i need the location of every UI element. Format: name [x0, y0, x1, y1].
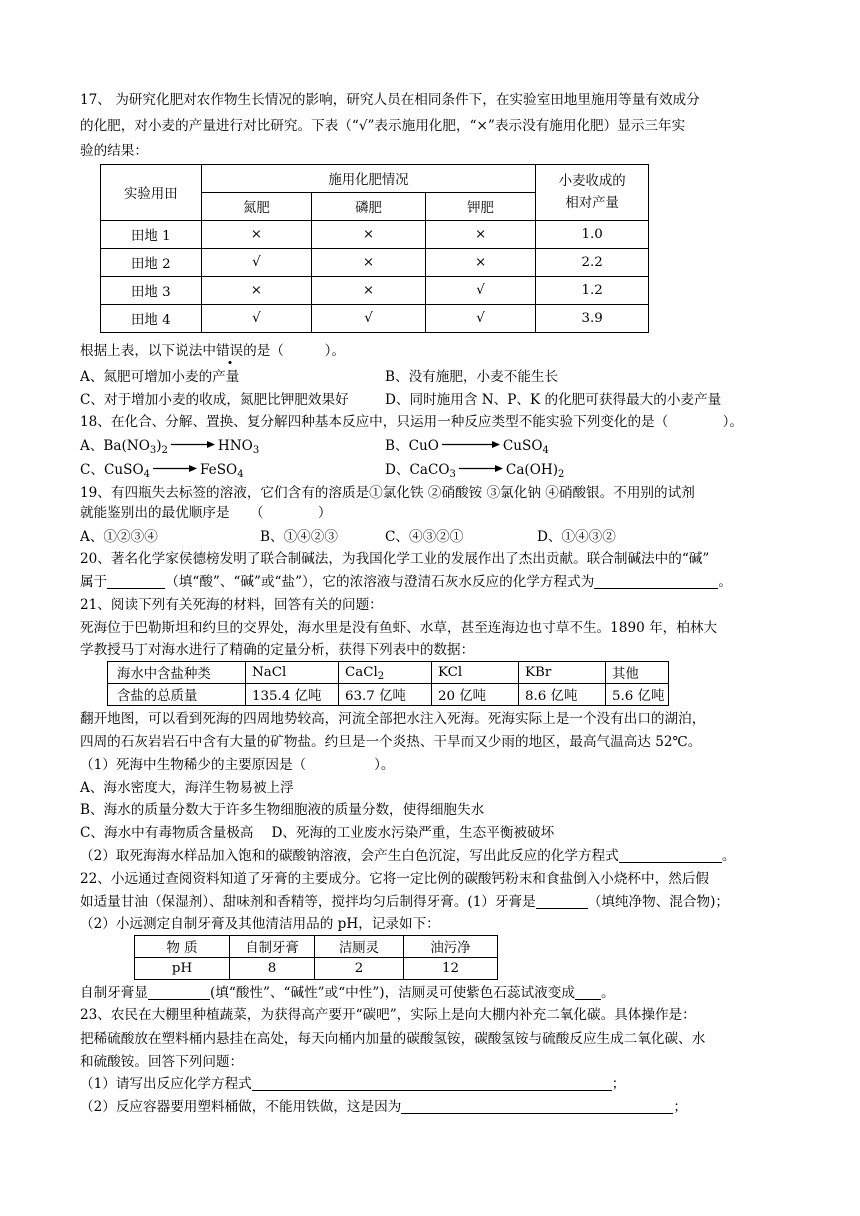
- q17-stem-emphasis: 错误: [215, 343, 244, 359]
- q23-line2: 把稀硫酸放在塑料桶内悬挂在高处，每天向桶内加量的碳酸氢铵，碳酸氢铵与硫酸反应生成二氧化碳、水: [80, 1031, 706, 1047]
- header-kcl: KCl: [432, 662, 519, 684]
- cell-yield: 2.2: [536, 249, 649, 277]
- header-yield: [536, 165, 649, 221]
- answer-blank[interactable]: [594, 575, 718, 589]
- q19-line1: 19、有四瓶失去标签的溶液，它们含有的溶质是①氯化铁 ②硝酸铵 ③氯化钠 ④硝酸银。不用别的试剂: [80, 485, 695, 501]
- cell-yield: 3.9: [536, 305, 649, 333]
- cell-value: 135.4 亿吨: [246, 684, 339, 706]
- q21-option-c-d: C、海水中有毒物质含量极高 D、死海的工业废水污染严重，生态平衡被破坏: [80, 825, 555, 841]
- reaction-arrow-icon: [153, 464, 197, 473]
- q17-option-c: C、对于增加小麦的收成，氮肥比钾肥效果好: [80, 392, 349, 408]
- cell-nitrogen: √: [201, 249, 312, 277]
- cell-value: 8.6 亿吨: [519, 684, 606, 706]
- dead-sea-salt-table: [107, 661, 669, 706]
- answer-blank[interactable]: [107, 575, 165, 589]
- cell-phosphorus: ×: [312, 277, 426, 305]
- cell-nitrogen: √: [201, 305, 312, 333]
- subheader-nitrogen: 氮肥: [201, 193, 312, 221]
- q17-option-d: D、同时施用含 N、P、K 的化肥可获得最大的小麦产量: [385, 392, 722, 408]
- cell-nitrogen: ×: [201, 277, 312, 305]
- cell-potassium: ×: [425, 221, 536, 249]
- answer-blank[interactable]: [401, 1100, 673, 1114]
- header-yield-line2: 相对产量: [565, 195, 619, 211]
- cell-yield: 1.2: [536, 277, 649, 305]
- q21-line4: 翻开地图，可以看到死海的四周地势较高，河流全部把水注入死海。死海实际上是一个没有出口的湖泊，: [80, 711, 706, 727]
- q19-option-b: B、①④②③: [260, 529, 338, 545]
- reaction-arrow-icon: [442, 440, 500, 449]
- q21-sub2: （2）取死海海水样品加入饱和的碳酸钠溶液，会产生白色沉淀，写出此反应的化学方程式 。: [80, 848, 736, 864]
- cell-field: 田地 1: [101, 221, 202, 249]
- q17-line1: 17、 为研究化肥对农作物生长情况的影响，研究人员在相同条件下，在实验室田地里施用等量有效成分: [80, 92, 700, 108]
- cell-ph-value: 2: [315, 958, 404, 980]
- header-fertilizer: 施用化肥情况: [201, 165, 536, 193]
- answer-blank[interactable]: [148, 986, 210, 1000]
- q21-line1: 21、阅读下列有关死海的材料，回答有关的问题：: [80, 597, 383, 613]
- header-field: 实验用田: [101, 165, 202, 221]
- cell-potassium: ×: [425, 249, 536, 277]
- reaction-arrow-icon: [459, 464, 503, 473]
- q21-line3: 学教授马丁对海水进行了精确的定量分析，获得下列表中的数据：: [80, 642, 475, 658]
- header-substance: 物 质: [135, 936, 230, 958]
- q22-line1: 22、小远通过查阅资料知道了牙膏的主要成分。它将一定比例的碳酸钙粉末和食盐倒入小烧杯中，然后假: [80, 871, 710, 887]
- cell-phosphorus: ×: [312, 249, 426, 277]
- header-other: 其他: [606, 662, 669, 684]
- q19-option-d: D、①④③②: [537, 529, 616, 545]
- q17-option-b: B、没有施肥，小麦不能生长: [385, 369, 559, 385]
- q19-option-c: C、④③②①: [385, 529, 464, 545]
- cell-phosphorus: ×: [312, 221, 426, 249]
- cell-value: 20 亿吨: [432, 684, 519, 706]
- q17-stem-a: 根据上表，以下说法中: [80, 343, 216, 359]
- q21-line2: 死海位于巴勒斯坦和约旦的交界处，海水里是没有鱼虾、水草，甚至连海边也寸草不生。1890 年，柏林大: [80, 620, 718, 636]
- answer-blank[interactable]: [575, 986, 601, 1000]
- cell-phosphorus: √: [312, 305, 426, 333]
- q18-option-b: B、CuO CuSO$_4$: [385, 438, 549, 456]
- q23-line1: 23、农民在大棚里种植蔬菜，为获得高产要开“碳吧”，实际上是向大棚内补充二氧化碳。具体操作是：: [80, 1007, 696, 1023]
- q22-line2: 如适量甘油（保湿剂）、甜味剂和香精等，搅拌均匀后制得牙膏。(1）牙膏是 （填纯净物、混合物)；: [80, 894, 729, 910]
- q23-sub1: （1）请写出反应化学方程式 ；: [80, 1076, 626, 1092]
- q21-option-b: B、海水的质量分数大于许多生物细胞液的质量分数，使得细胞失水: [80, 802, 485, 818]
- q23-line3: 和硫酸铵。回答下列问题：: [80, 1054, 244, 1070]
- q17-stem: [80, 342, 345, 360]
- header-toilet-cleaner: 洁厕灵: [315, 936, 404, 958]
- table-row: [101, 249, 649, 277]
- q21-sub1: （1）死海中生物稀少的主要原因是（ ）。: [80, 757, 395, 773]
- reaction-arrow-icon: [171, 440, 215, 449]
- cell-label: 含盐的总质量: [108, 684, 246, 706]
- header-salt-type: 海水中含盐种类: [108, 662, 246, 684]
- q20-line2: 属于 （填“酸”、“碱”或“盐”），它的浓溶液与澄清石灰水反应的化学方程式为 。: [80, 574, 732, 590]
- answer-blank[interactable]: [619, 849, 722, 863]
- q17-stem-c: 的是（ ）。: [243, 343, 346, 359]
- ph-table: [134, 935, 498, 980]
- answer-blank[interactable]: [536, 895, 588, 909]
- q22-line4: 自制牙膏显 (填“酸性”、“碱性”或“中性”)，洁厕灵可使紫色石蕊试液变成 。: [80, 985, 615, 1001]
- fertilizer-table: [100, 164, 649, 333]
- q22-line3: （2）小远测定自制牙膏及其他清洁用品的 pH，记录如下：: [80, 916, 440, 932]
- cell-potassium: √: [425, 305, 536, 333]
- q18-option-a: A、$Ba(NO_3)_2$ $HNO_3$: [80, 438, 260, 456]
- header-yield-line1: 小麦收成的: [558, 173, 626, 189]
- header-toothpaste: 自制牙膏: [230, 936, 315, 958]
- subheader-potassium: 钾肥: [425, 193, 536, 221]
- q23-sub2: （2）反应容器要用塑料桶做，不能用铁做，这是因为 ；: [80, 1099, 687, 1115]
- q17-line3: 验的结果：: [80, 143, 148, 159]
- q21-option-a: A、海水密度大，海洋生物易被上浮: [80, 780, 294, 796]
- q20-line1: 20、著名化学家侯德榜发明了联合制碱法，为我国化学工业的发展作出了杰出贡献。联合制碱法中的“碱”: [80, 551, 710, 567]
- cell-nitrogen: ×: [201, 221, 312, 249]
- cell-ph-label: pH: [135, 958, 230, 980]
- header-cacl2: CaCl$_2$: [339, 662, 432, 684]
- cell-ph-value: 12: [404, 958, 498, 980]
- header-degreaser: 油污净: [404, 936, 498, 958]
- table-row: [101, 277, 649, 305]
- cell-value: 63.7 亿吨: [339, 684, 432, 706]
- q19-option-a: A、①②③④: [80, 529, 158, 545]
- q17-option-a: A、氮肥可增加小麦的产量: [80, 369, 240, 385]
- q19-line2: 就能鉴别出的最优顺序是 （ ）: [80, 505, 332, 521]
- cell-potassium: √: [425, 277, 536, 305]
- q18-option-c: C、CuSO$_4$ FeSO$_4$: [80, 462, 244, 480]
- q18-stem: 18、在化合、分解、置换、复分解四种基本反应中，只运用一种反应类型不能实验下列变化的是（ ）。: [80, 414, 743, 430]
- table-row: [101, 305, 649, 333]
- table-row: [101, 221, 649, 249]
- header-kbr: KBr: [519, 662, 606, 684]
- table-row: [108, 684, 669, 706]
- q18-option-d: D、CaCO$_3$ $Ca(OH)_2$: [385, 462, 565, 480]
- header-nacl: NaCl: [246, 662, 339, 684]
- cell-ph-value: 8: [230, 958, 315, 980]
- cell-field: 田地 3: [101, 277, 202, 305]
- table-row: [135, 958, 498, 980]
- cell-field: 田地 4: [101, 305, 202, 333]
- cell-yield: 1.0: [536, 221, 649, 249]
- subheader-phosphorus: 磷肥: [312, 193, 426, 221]
- cell-value: 5.6 亿吨: [606, 684, 669, 706]
- answer-blank[interactable]: [252, 1077, 612, 1091]
- q17-line2: 的化肥，对小麦的产量进行对比研究。下表（“√”表示施用化肥，“×”表示没有施用化肥）显示三年实: [80, 118, 686, 134]
- cell-field: 田地 2: [101, 249, 202, 277]
- q21-line5: 四周的石灰岩岩石中含有大量的矿物盐。约旦是一个炎热、干旱而又少雨的地区，最高气温高达 52℃。: [80, 734, 702, 750]
